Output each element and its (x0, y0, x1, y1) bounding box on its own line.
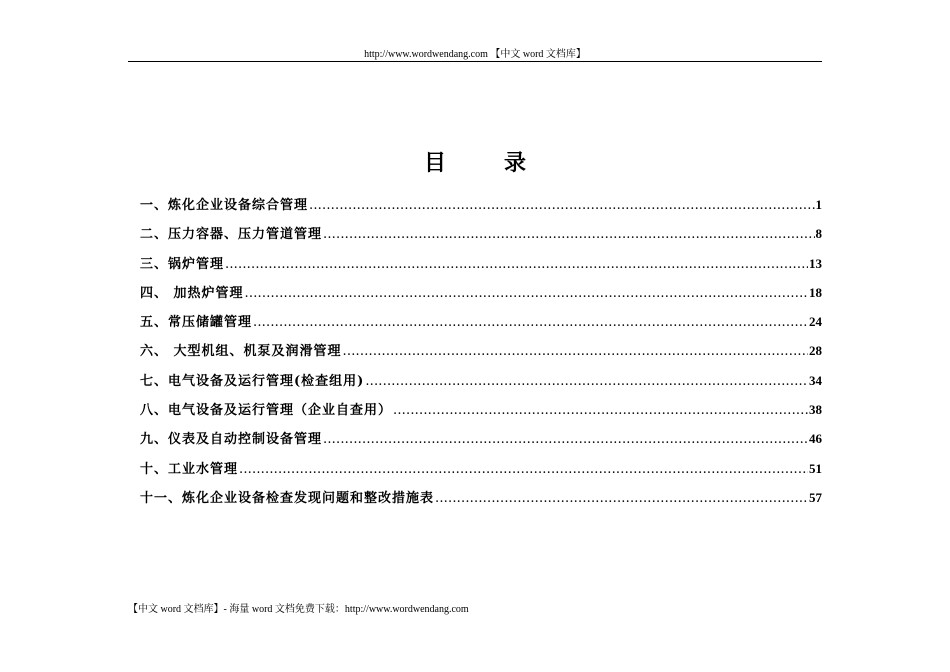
toc-entry[interactable] (140, 336, 822, 365)
toc-entry-label: 十一、炼化企业设备检查发现问题和整改措施表 (140, 490, 435, 506)
toc-title-left: 目 (423, 150, 446, 176)
toc-page-number: 38 (809, 402, 822, 418)
toc-leader-dots (393, 396, 808, 425)
toc-page-number: 46 (809, 431, 822, 447)
toc-entry[interactable] (140, 483, 822, 512)
toc-leader-dots (245, 279, 808, 308)
toc-page-number: 18 (809, 284, 822, 300)
toc-entry[interactable] (140, 278, 822, 307)
toc-title-right: 录 (504, 150, 527, 176)
toc-leader-dots (343, 337, 808, 366)
toc-entry-label: 十、工业水管理 (140, 461, 239, 477)
toc-entry-label: 六、 大型机组、机泵及润滑管理 (140, 344, 342, 360)
toc-page-number: 24 (809, 314, 822, 330)
toc-entry-label: 四、 加热炉管理 (140, 285, 244, 301)
toc-entry[interactable] (140, 190, 822, 219)
toc-leader-dots (323, 220, 814, 249)
header-divider (128, 61, 822, 62)
toc-leader-dots (365, 367, 808, 396)
toc-entry-label: 九、仪表及自动控制设备管理 (140, 432, 323, 448)
toc-entry[interactable] (140, 219, 822, 248)
toc-page-number: 28 (809, 343, 822, 359)
toc-entry-label: 三、锅炉管理 (140, 256, 225, 272)
toc-entry-label: 五、常压储罐管理 (140, 315, 253, 331)
toc-entry-label: 七、电气设备及运行管理(检查组用) (140, 373, 365, 389)
toc-entry-label: 一、炼化企业设备综合管理 (140, 198, 309, 213)
page-header: http://www.wordwendang.com 【中文 word 文档库】 (364, 49, 586, 60)
toc-title (0, 149, 950, 177)
toc-entry-label: 二、压力容器、压力管道管理 (140, 227, 323, 243)
table-of-contents (140, 190, 822, 512)
toc-entry[interactable] (140, 454, 822, 483)
toc-entry[interactable] (140, 395, 822, 424)
toc-leader-dots (253, 308, 808, 337)
toc-leader-dots (309, 191, 814, 220)
toc-leader-dots (435, 484, 808, 513)
toc-entry-label: 八、电气设备及运行管理（企业自查用） (140, 403, 393, 419)
toc-page-number: 57 (809, 489, 822, 505)
toc-page-number: 51 (809, 460, 822, 476)
toc-leader-dots (323, 425, 808, 454)
toc-entry[interactable] (140, 424, 822, 453)
toc-page-number: 8 (815, 226, 822, 242)
toc-page-number: 34 (809, 372, 822, 388)
toc-entry[interactable] (140, 307, 822, 336)
page-footer: 【中文 word 文档库】- 海量 word 文档免费下载：http://www.wordwendang.com (128, 604, 469, 615)
toc-leader-dots (225, 250, 808, 279)
toc-leader-dots (239, 455, 808, 484)
toc-entry[interactable] (140, 366, 822, 395)
toc-page-number: 13 (809, 255, 822, 271)
toc-entry[interactable] (140, 249, 822, 278)
toc-page-number: 1 (815, 197, 822, 212)
